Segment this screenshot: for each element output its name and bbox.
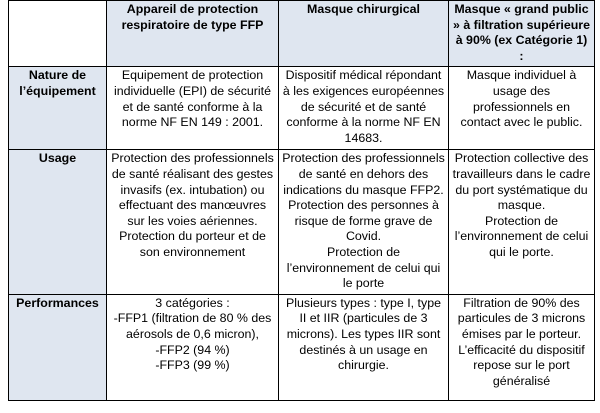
cell-line: Equipement de protection individuelle (EPI) de sécurité et de santé conforme à la norme NF EN 149 : 2001. [113,68,272,130]
cell-line: Protection de l’environnement de celui qui le porte. [454,213,589,259]
header-row [9,1,595,67]
cell-line: Protection du porteur et de son environnement [119,229,266,259]
cell-line: Dispositif médical répondant à les exigences européennes de sécurité et de santé conforme à la norme NF EN 14683. [282,68,445,145]
column-header-ffp: Appareil de protection respiratoire de type FFP [107,1,279,67]
corner-cell [9,1,107,67]
cell-nature-public [449,67,595,150]
column-header-surgical: Masque chirurgical [279,1,449,67]
cell-line: L’efficacité du dispositif repose sur le port généralisé [458,342,585,388]
cell-performances-surgical [279,294,449,400]
cell-nature-ffp [107,67,279,150]
row-header-nature: Nature de l’équipement [9,67,107,150]
cell-usage-public [449,150,595,294]
cell-usage-surgical [279,150,449,294]
cell-performances-ffp [107,294,279,400]
cell-line: Protection de l’environnement de celui qui le porte [286,244,441,291]
cell-line: -FFP1 (filtration de 80 % des aérosols de 0,6 micron), [113,311,272,341]
cell-line: Filtration de 90% des particules de 3 microns émises par le porteur. [457,295,586,341]
cell-nature-surgical [279,67,449,150]
row-header-performances: Performances [9,294,107,400]
table-row [9,294,595,400]
cell-line: -FFP2 (94 %) [155,342,230,357]
cell-line: -FFP3 (99 %) [155,358,230,373]
cell-line: 3 catégories : [155,295,230,310]
cell-line: Protection des personnes à risque de forme grave de Covid. [288,198,439,244]
table-row [9,67,595,150]
cell-performances-public [449,294,595,400]
cell-line: Masque individuel à usage des professionnels en contact avec le public. [460,68,583,130]
cell-usage-ffp [107,150,279,294]
cell-line: Plusieurs types : type I, type II et IIR (particules de 3 microns). Les types IIR sont destinés à un usage en chirurgie. [286,295,441,373]
cell-line: Protection des professionnels de santé réalisant des gestes invasifs (ex. intubation) ou effectuant des manœuvres sur les voies aériennes. [111,151,274,228]
cell-line: Protection collective des travailleurs dans le cadre du port systématique du masque. [452,151,591,213]
column-header-public: Masque « grand public » à filtration supérieure à 90% (ex Catégorie 1) : [449,1,595,67]
cell-line: Protection des professionnels de santé en dehors des indications du masque FFP2. [282,151,445,197]
row-header-usage: Usage [9,150,107,294]
table-row [9,150,595,294]
comparison-table [8,0,595,401]
